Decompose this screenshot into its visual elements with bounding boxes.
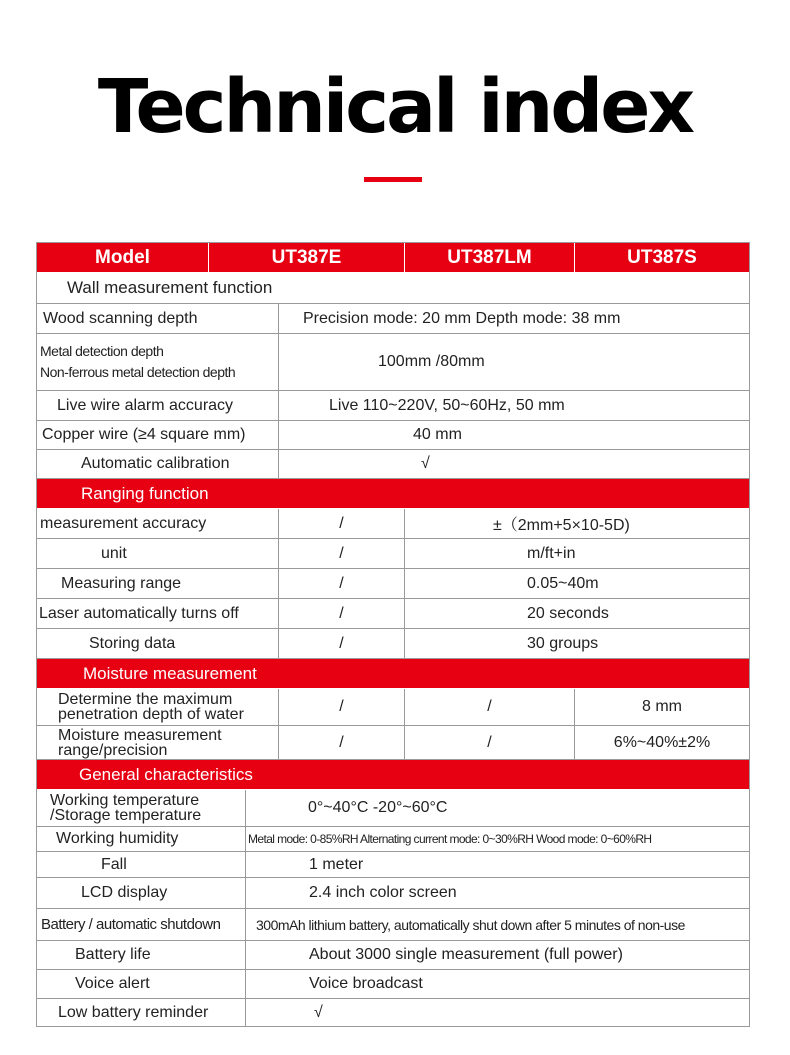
ut387lm-value: / [404,726,574,759]
row-label-line: /Storage temperature [50,807,202,824]
row-value: 2.4 inch color screen [245,878,749,908]
row-value: 100mm /80mm [278,334,749,390]
table-row [37,970,749,999]
header-ut387e: UT387E [208,243,404,272]
header-model: Model [95,246,150,268]
ut387s-value: 6%~40%±2% [574,726,749,759]
ut387s-value: 8 mm [574,689,749,725]
row-label: Battery / automatic shutdown [41,916,221,933]
table-row [37,509,749,539]
table-row [37,569,749,599]
row-label: unit [101,544,127,562]
table-row [37,334,749,391]
row-label-line: penetration depth of water [58,706,244,723]
table-row [37,827,749,852]
row-label: measurement accuracy [40,514,207,532]
row-label: Copper wire (≥4 square mm) [42,426,246,443]
row-label-line: range/precision [58,741,168,759]
row-label: Fall [101,855,127,873]
row-label-line: Working temperature [50,792,200,809]
header-ut387s: UT387S [574,243,749,272]
table-row [37,629,749,659]
table-row [37,852,749,878]
row-label: Low battery reminder [58,1003,209,1021]
table-row [37,790,749,827]
ut387e-value: / [278,539,404,568]
ut387e-value: / [278,509,404,538]
row-label-line: Metal detection depth [40,343,164,359]
row-value: ±（2mm+5×10-5D) [404,509,749,538]
row-label-line: Determine the maximum [58,691,233,708]
table-row [37,878,749,909]
spec-table [36,242,750,1027]
row-label: Battery life [75,946,151,963]
row-value: 300mAh lithium battery, automatically shut down after 5 minutes of non-use [245,909,749,940]
section-title: Moisture measurement [83,663,257,683]
row-label [50,790,244,826]
table-row [37,941,749,970]
section-title: Ranging function [81,483,209,503]
ut387e-value: / [278,629,404,658]
row-label: Measuring range [61,574,182,592]
row-label-line: Non-ferrous metal detection depth [40,364,236,380]
row-label: Working humidity [56,830,179,847]
row-value: Precision mode: 20 mm Depth mode: 38 mm [278,304,749,333]
ut387e-value: / [278,689,404,725]
table-row [37,999,749,1026]
section-row [37,273,749,304]
section-row [37,479,749,509]
section-row [37,760,749,790]
ut387lm-value: / [404,689,574,725]
row-value: √ [278,450,749,478]
row-value: 20 seconds [404,599,749,628]
row-label: Laser automatically turns off [39,604,239,622]
table-row [37,909,749,941]
row-value: About 3000 single measurement (full power) [245,941,749,969]
table-row [37,539,749,569]
row-label-line: Moisture measurement [58,726,222,744]
table-row [37,304,749,334]
section-row [37,659,749,689]
page-title: Technical index [97,64,693,150]
header-row [37,243,749,273]
ut387e-value: / [278,726,404,759]
table-row [37,450,749,479]
row-value: 0.05~40m [404,569,749,598]
row-value: 30 groups [404,629,749,658]
row-label [58,689,277,725]
row-label: Voice alert [75,975,150,992]
row-value: √ [245,999,749,1026]
section-title: General characteristics [79,764,253,784]
table-row [37,726,749,760]
section-title: Wall measurement function [67,278,273,297]
row-label: LCD display [81,884,168,901]
row-label: Wood scanning depth [43,309,198,327]
title-underline [364,177,422,182]
row-value: 1 meter [245,852,749,877]
row-label: Storing data [89,634,176,652]
row-value: Metal mode: 0-85%RH Alternating current mode: 0~30%RH Wood mode: 0~60%RH [245,827,749,851]
row-value: Live 110~220V, 50~60Hz, 50 mm [278,391,749,420]
table-row [37,599,749,629]
row-label: Automatic calibration [81,455,230,472]
ut387e-value: / [278,569,404,598]
ut387e-value: / [278,599,404,628]
row-value: Voice broadcast [245,970,749,998]
row-label [58,726,277,759]
row-value: 0°~40°C -20°~60°C [245,790,749,826]
row-value: m/ft+in [404,539,749,568]
row-value: 40 mm [278,421,749,449]
table-row [37,689,749,726]
row-label: Live wire alarm accuracy [57,396,234,414]
table-row [37,421,749,450]
row-label [40,334,276,390]
table-row [37,391,749,421]
header-ut387lm: UT387LM [404,243,574,272]
